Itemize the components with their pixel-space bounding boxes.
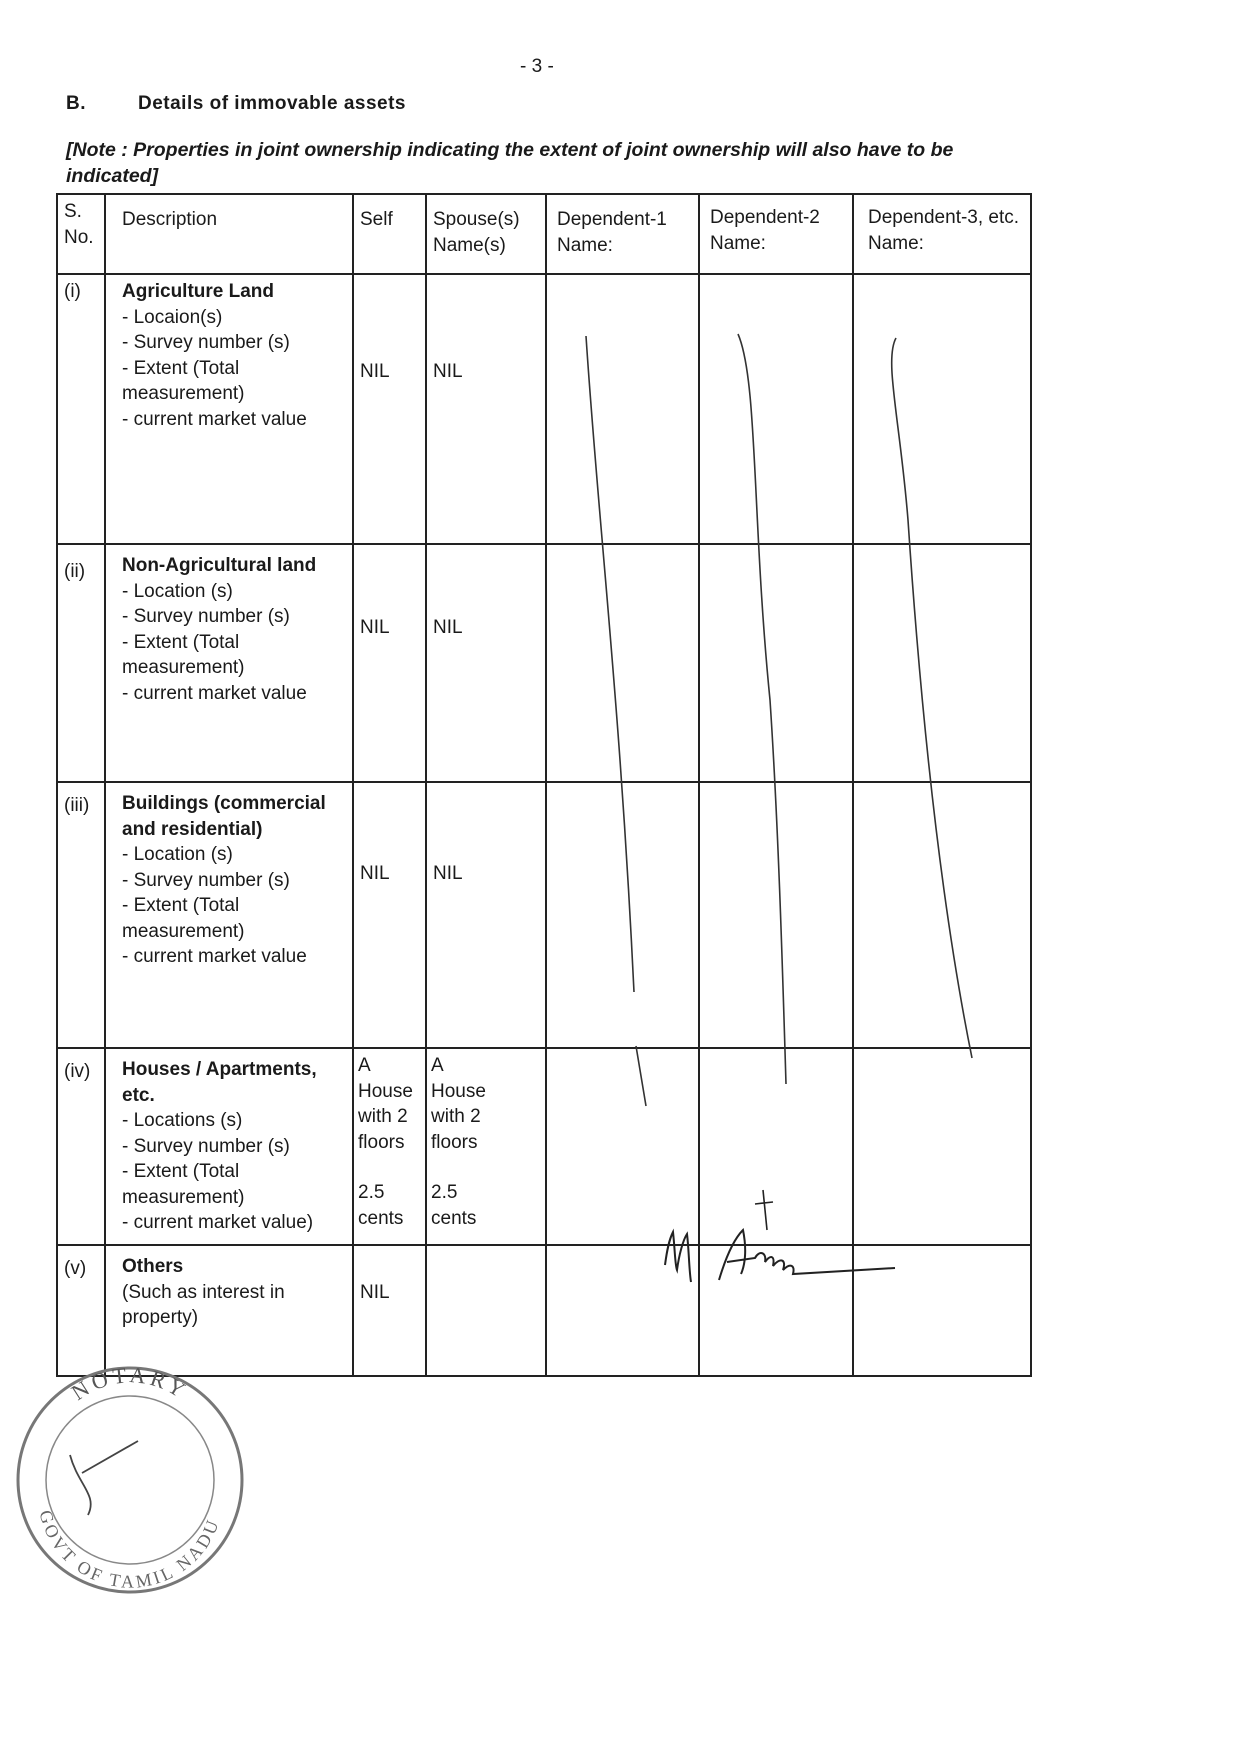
spouse-value-line: House xyxy=(431,1080,486,1102)
self-value-line: with 2 xyxy=(358,1106,408,1127)
row-sno: (iv) xyxy=(57,1048,105,1245)
row-dependent-3 xyxy=(853,544,1031,782)
row-line: - Extent (Total measurement) xyxy=(122,357,245,404)
row-title: Non-Agricultural land xyxy=(122,555,317,576)
row-self-value: NIL xyxy=(353,1245,426,1376)
note-text: [Note : Properties in joint ownership indicating the extent of joint ownership will also have to be indicated] xyxy=(66,139,954,187)
row-line: - Survey number (s) xyxy=(122,332,290,353)
row-dependent-1 xyxy=(546,782,699,1048)
page-number: - 3 - xyxy=(520,56,554,77)
row-line: (Such as interest in property) xyxy=(122,1281,285,1328)
row-spouse-value: NIL xyxy=(426,274,546,544)
row-line: - Extent (Total measurement) xyxy=(122,1161,245,1208)
row-line: - Locations (s) xyxy=(122,1110,243,1131)
row-title: Buildings (commercial and residential) xyxy=(122,793,326,840)
row-self-value: NIL xyxy=(353,782,426,1048)
row-spouse-value: NIL xyxy=(426,544,546,782)
self-value-line: A xyxy=(358,1055,371,1076)
stamp-top-text: NOTARY xyxy=(66,1362,194,1406)
row-line: - current market value xyxy=(122,682,307,704)
notary-stamp xyxy=(8,1345,253,1615)
spouse-value-line: floors xyxy=(431,1131,478,1153)
row-description xyxy=(105,1048,353,1245)
row-line: - Survey number (s) xyxy=(122,606,290,627)
section-heading xyxy=(66,93,406,115)
row-line: - current market value xyxy=(122,408,307,430)
row-description xyxy=(105,782,353,1048)
spouse-value-line: 2.5 xyxy=(431,1182,458,1203)
table-row xyxy=(57,274,1031,544)
row-self-value: NIL xyxy=(353,544,426,782)
signature xyxy=(655,1170,955,1300)
section-letter: B. xyxy=(66,93,86,114)
header-dependent-3: Dependent-3, etc. Name: xyxy=(853,194,1031,274)
row-description xyxy=(105,544,353,782)
header-dependent-1: Dependent-1 Name: xyxy=(546,194,699,274)
row-dependent-3 xyxy=(853,782,1031,1048)
header-self: Self xyxy=(353,194,426,274)
header-spouse: Spouse(s) Name(s) xyxy=(426,194,546,274)
row-description xyxy=(105,274,353,544)
row-line: - Survey number (s) xyxy=(122,869,290,891)
row-dependent-2 xyxy=(699,544,853,782)
header-dependent-2: Dependent-2 Name: xyxy=(699,194,853,274)
row-self-value: NIL xyxy=(353,274,426,544)
row-self-value xyxy=(353,1048,426,1245)
spouse-value-line: A xyxy=(431,1055,444,1076)
self-value-line xyxy=(358,1155,419,1180)
row-dependent-2 xyxy=(699,782,853,1048)
section-title: Details of immovable assets xyxy=(138,93,406,114)
header-sno: S. No. xyxy=(57,194,105,274)
spouse-value-line xyxy=(431,1155,539,1180)
svg-text:GOVT OF TAMIL NADU xyxy=(35,1508,223,1592)
row-line: - current market value xyxy=(122,946,307,967)
header-description: Description xyxy=(105,194,353,274)
row-sno: (ii) xyxy=(57,544,105,782)
row-line: - Extent (Total measurement) xyxy=(122,895,245,942)
row-line: - current market value) xyxy=(122,1212,314,1233)
row-title: Houses / Apartments, etc. xyxy=(122,1059,317,1106)
row-line: - Survey number (s) xyxy=(122,1135,290,1157)
row-sno: (v) xyxy=(57,1245,105,1376)
table-row xyxy=(57,544,1031,782)
row-spouse-value xyxy=(426,1048,546,1245)
row-dependent-3 xyxy=(853,274,1031,544)
spouse-value-line: with 2 xyxy=(431,1106,481,1127)
self-value-line: House xyxy=(358,1080,413,1102)
spouse-value-line: cents xyxy=(431,1207,477,1229)
row-dependent-2 xyxy=(699,274,853,544)
self-value-line: cents xyxy=(358,1207,404,1229)
row-sno: (iii) xyxy=(57,782,105,1048)
row-title: Agriculture Land xyxy=(122,281,275,302)
row-line: - Extent (Total measurement) xyxy=(122,631,245,678)
row-line: - Locaion(s) xyxy=(122,306,223,328)
self-value-line: 2.5 xyxy=(358,1182,385,1203)
row-dependent-1 xyxy=(546,274,699,544)
row-dependent-1 xyxy=(546,544,699,782)
row-line: - Location (s) xyxy=(122,580,233,602)
row-line: - Location (s) xyxy=(122,844,233,865)
row-spouse-value: NIL xyxy=(426,782,546,1048)
row-spouse-value xyxy=(426,1245,546,1376)
stamp-bottom-text: GOVT OF TAMIL NADU xyxy=(35,1507,224,1592)
table-row xyxy=(57,782,1031,1048)
row-sno: (i) xyxy=(57,274,105,544)
row-title: Others xyxy=(122,1256,184,1277)
table-header-row xyxy=(57,194,1031,274)
self-value-line: floors xyxy=(358,1131,405,1153)
